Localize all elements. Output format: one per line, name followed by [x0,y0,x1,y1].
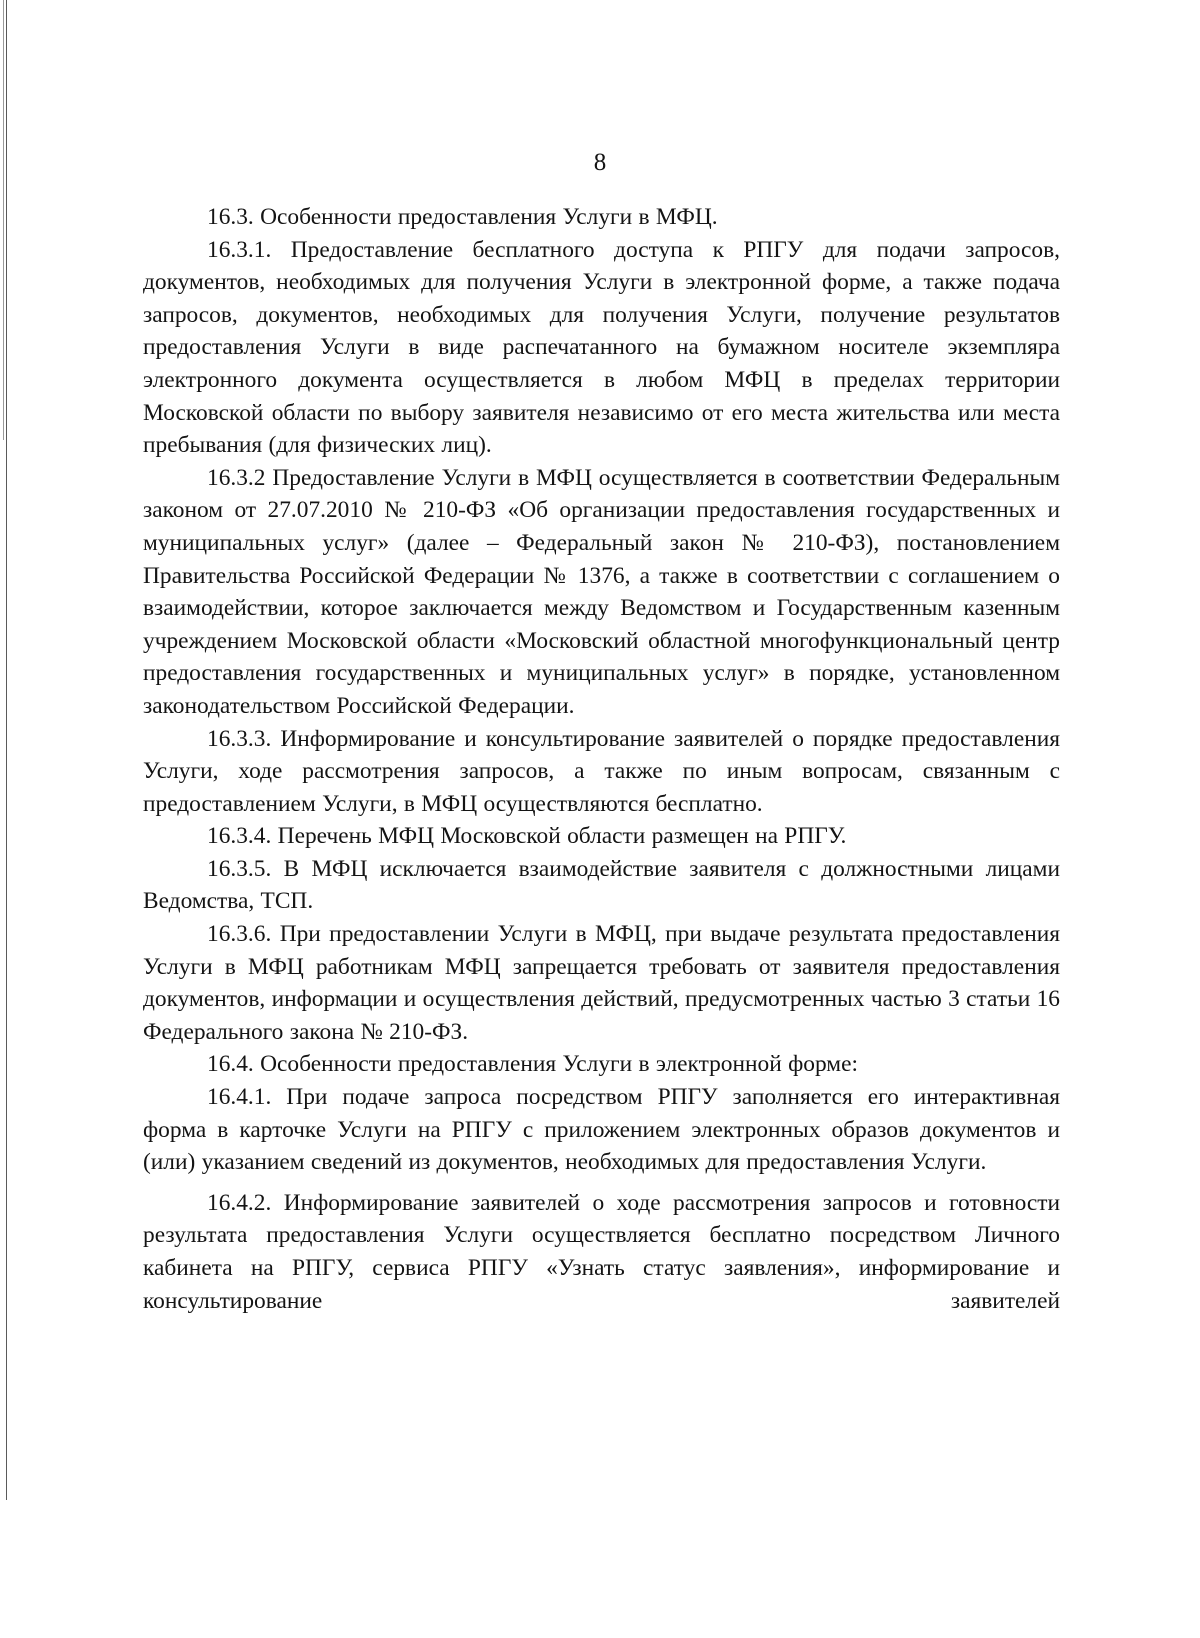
page-number: 8 [593,149,607,176]
scan-edge-line [6,0,7,1500]
paragraph-16-3-3: 16.3.3. Информирование и консультирование заявителей о порядке предоставления Услуги, ходе рассмотрения запросов, а также по иным вопросам, связанным с предоставлением Услуги, в МФЦ осуществляются бесплатно. [143,725,1060,817]
paragraph-16-3: 16.3. Особенности предоставления Услуги в МФЦ. [207,204,718,230]
document-body [143,201,1060,1317]
paragraph-16-3-4: 16.3.4. Перечень МФЦ Московской области размещен на РПГУ. [207,823,847,850]
paragraph-16-4-2: 16.4.2. Информирование заявителей о ходе рассмотрения запросов и готовности результата предоставления Услуги осуществляется бесплатно посредством Личного кабинета на РПГУ, сервиса РПГУ «Узнать статус заявления», информирование и консультирование заявителей [143,1189,1060,1314]
scan-edge-line-secondary [3,0,4,440]
paragraph-16-3-6: 16.3.6. При предоставлении Услуги в МФЦ, при выдаче результата предоставления Услуги в МФЦ работникам МФЦ запрещается требовать от заявителя предоставления документов, информации и осуществления действий, предусмотренных частью 3 статьи 16 Федерального закона № 210-ФЗ. [143,921,1060,1045]
paragraph-16-4: 16.4. Особенности предоставления Услуги в электронной форме: [207,1051,858,1078]
paragraph-16-4-1: 16.4.1. При подаче запроса посредством РПГУ заполняется его интерактивная форма в карточке Услуги на РПГУ с приложением электронных образов документов и (или) указанием сведений из документов, необходимых для предоставления Услуги. [143,1084,1060,1176]
paragraph-16-3-2: 16.3.2 Предоставление Услуги в МФЦ осуществляется в соответствии Федеральным законом от 27.07.2010 № 210-ФЗ «Об организации предоставления государственных и муниципальных услуг» (далее – Федеральный закон № 210-ФЗ), постановлением Правительства Российской Федерации № 1376, а также в соответствии с соглашением о взаимодействии, которое заключается между Ведомством и Государственным казенным учреждением Московской области «Московский областной многофункциональный центр предоставления государственных и муниципальных услуг» в порядке, установленном законодательством Российской Федерации. [143,464,1060,719]
paragraph-16-3-5: 16.3.5. В МФЦ исключается взаимодействие заявителя с должностными лицами Ведомства, ТСП. [143,855,1060,915]
paragraph-16-3-1: 16.3.1. Предоставление бесплатного доступа к РПГУ для подачи запросов, документов, необходимых для получения Услуги в электронной форме, а также подача запросов, документов, необходимых для получения Услуги, получение результатов предоставления Услуги в виде распечатанного на бумажном носителе экземпляра электронного документа осуществляется в любом МФЦ в пределах территории Московской области по выбору заявителя независимо от его места жительства или места пребывания (для физических лиц). [143,236,1060,459]
